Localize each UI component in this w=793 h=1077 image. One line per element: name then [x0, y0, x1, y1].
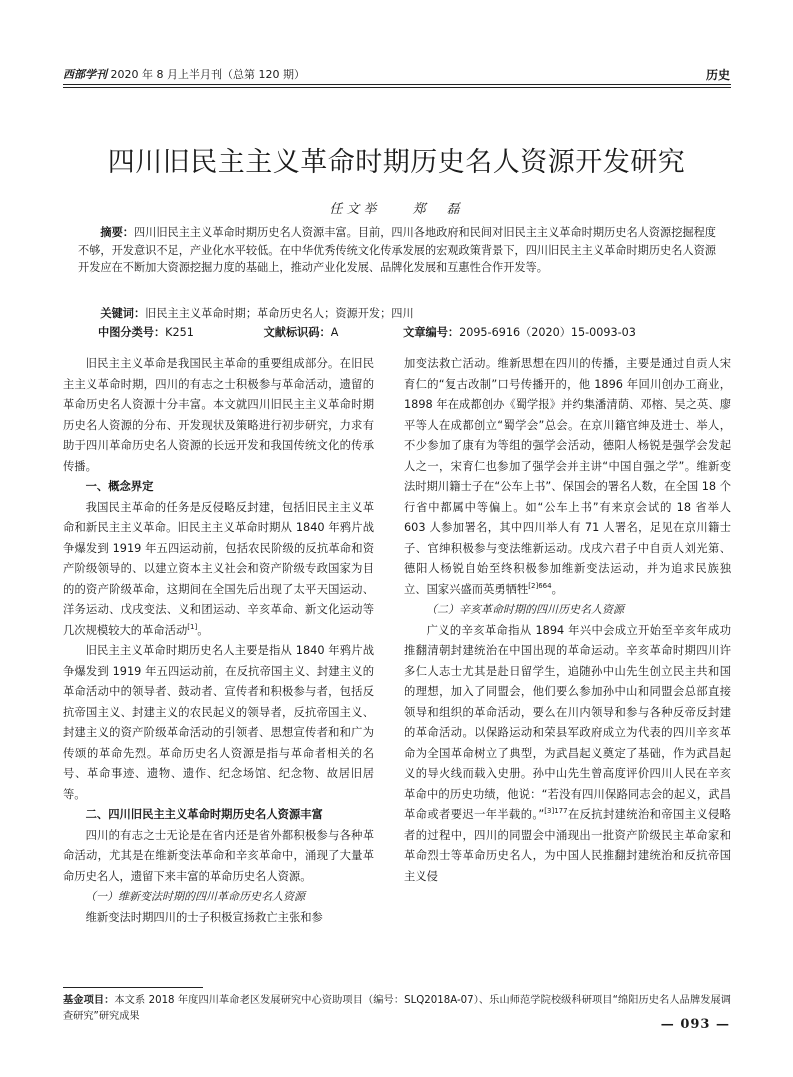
section-label: 历史: [705, 68, 730, 82]
classification-row: [98, 324, 636, 340]
article-title: 四川旧民主主义革命时期历史名人资源开发研究: [107, 147, 686, 178]
article-no-label: 文章编号：: [403, 326, 460, 339]
abstract: [78, 224, 716, 277]
subsection-heading: （二）辛亥革命时期的四川历史名人资源: [426, 603, 624, 616]
author-list: [0, 198, 793, 217]
section-heading: 二、四川旧民主主义革命时期历史名人资源丰富: [85, 808, 323, 821]
doc-code-value: A: [330, 326, 339, 339]
paragraph: 维新变法时期四川的士子积极宣扬救亡主张和参: [85, 910, 323, 924]
subsection-heading: （一）维新变法时期的四川革命历史名人资源: [85, 890, 305, 903]
header-rule-thin: [63, 87, 731, 88]
journal-name: 西部学刊: [63, 68, 107, 81]
article-no-value: 2095-6916（2020）15-0093-03: [459, 326, 636, 339]
abstract-label: 摘要：: [100, 226, 134, 239]
clc-label: 中图分类号：: [98, 326, 166, 339]
body-column-right: [404, 354, 731, 887]
funding-footnote: [63, 993, 731, 1025]
keywords: [78, 305, 716, 323]
keywords-label: 关键词：: [100, 307, 146, 320]
running-header-left: [63, 66, 305, 82]
citation-ref: [1]: [187, 622, 198, 631]
paragraph: 加变法救亡活动。维新思想在四川的传播，主要是通过自贡人宋育仁的“复古改制”口号传播开的，他 1896 年回川创办工商业，1898 年在成都创办《蜀学报》并约集潘清荫、邓榕、吴之英、廖平等人在成都创立“蜀学会”总会。在京川籍官绅及进士、举人，不少参加了康有为等组的强学会活动，德阳人杨锐是强学会发起人之一，宋育仁也参加了强学会并主讲“中国自强之学”。维新变法时期川籍士子在“公车上书”、保国会的署名人数，在全国 18 个行省中都属中等偏上。如“公车上书”有来京会试的 18 省举人 603 人参加署名，其中四川举人有 71 人署名，足见在京川籍士子、官绅积极参与变法维新运动。戊戌六君子中自贡人刘光第、德阳人杨锐自始至终积极参加维新变法运动，并为追求民族独立、国家兴盛而英勇牺牲$^{[2]664}$。: [404, 357, 731, 596]
paragraph: 广义的辛亥革命指从 1894 年兴中会成立开始至辛亥年成功推翻清朝封建统治在中国出现的革命运动。辛亥革命时期四川许多仁人志士尤其是赴日留学生，追随孙中山先生创立民主共和国的理想，加入了同盟会，他们要么参加孙中山和同盟会总部直接领导和组织的革命活动，要么在川内领导和参与各种反帝反封建的革命活动。以保路运动和荣县军政府成立为代表的四川辛亥革命为全国革命树立了典型，为武昌起义奠定了基础，作为武昌起义的导火线而载入史册。孙中山先生曾高度评价四川人民在辛亥革命中的历史功绩，他说：“若没有四川保路同志会的起义，武昌革命或者要迟一年半载的。”$^{[3]177}$在反抗封建统治和帝国主义侵略者的过程中，四川的同盟会中涌现出一批资产阶级民主革命家和革命烈士等革命历史名人，为中国人民推翻封建统治和反抗帝国主义侵: [404, 623, 731, 883]
page-number: — 093 —: [660, 1017, 730, 1032]
citation-ref: [3]177: [544, 807, 568, 816]
paragraph: 旧民主主义革命时期历史名人主要是指从 1840 年鸦片战争爆发到 1919 年五四运动前，在反抗帝国主义、封建主义的革命活动中的领导者、鼓动者、宣传者和积极参与者，包括反抗帝国主义、封建主义的农民起义的领导者，反抗帝国主义、封建主义的资产阶级革命活动的引领者、思想宣传者和和广为传颂的革命先烈。革命历史名人资源是指与革命者相关的名号、革命事迹、遗物、遗作、纪念场馆、纪念物、故居旧居等。: [63, 644, 374, 801]
citation-ref: [2]664: [528, 581, 552, 590]
footnote-text: 本文系 2018 年度四川革命老区发展研究中心资助项目（编号：SLQ2018A-07）、乐山师范学院校级科研项目“绵阳历史名人品牌发展调查研究”研究成果: [63, 995, 731, 1022]
footnote-rule: [63, 987, 203, 988]
header-rule-thick: [63, 84, 731, 85]
doc-code-label: 文献标识码：: [263, 326, 331, 339]
section-heading: 一、概念界定: [85, 480, 154, 493]
body-column-left: [63, 354, 374, 928]
abstract-text: 四川旧民主主义革命时期历史名人资源丰富。目前，四川各地政府和民间对旧民主主义革命时期历史名人资源挖掘程度不够，开发意识不足，产业化水平较低。在中华优秀传统文化传承发展的宏观政策背景下，四川旧民主主义革命时期历史名人资源开发应在不断加大资源挖掘力度的基础上，推动产业化发展、品牌化发展和互惠性合作开发等。: [78, 226, 716, 275]
author-name: 郑 磊: [412, 202, 464, 217]
footnote-label: 基金项目：: [63, 995, 115, 1006]
author-name: 任文举: [329, 202, 381, 217]
keywords-text: 旧民主主义革命时期；革命历史名人；资源开发；四川: [145, 307, 414, 320]
issue-info: 2020 年 8 月上半月刊（总第 120 期）: [110, 68, 305, 81]
paragraph: 旧民主主义革命是我国民主革命的重要组成部分。在旧民主主义革命时期，四川的有志之士积极参与革命活动，遗留的革命历史名人资源十分丰富。本文就四川旧民主主义革命时期历史名人资源的分布、开发现状及策略进行初步研究，力求有助于四川革命历史名人资源的长远开发和我国传统文化的传承传播。: [63, 357, 374, 473]
paragraph: 四川的有志之士无论是在省内还是省外都积极参与各种革命活动，尤其是在维新变法革命和辛亥革命中，涌现了大量革命历史名人，遗留下来丰富的革命历史名人资源。: [63, 828, 374, 883]
paragraph: 我国民主革命的任务是反侵略反封建，包括旧民主主义革命和新民主主义革命。旧民主主义革命时期从 1840 年鸦片战争爆发到 1919 年五四运动前，包括农民阶级的反抗革命和资产阶级领导的、以建立资本主义社会和资产阶级专政国家为目的的资产阶级革命，这期间在全国先后出现了太平天国运动、洋务运动、戊戌变法、义和团运动、辛亥革命、新文化运动等几次规模较大的革命活动[1]。: [63, 500, 374, 637]
clc-value: K251: [165, 326, 194, 339]
